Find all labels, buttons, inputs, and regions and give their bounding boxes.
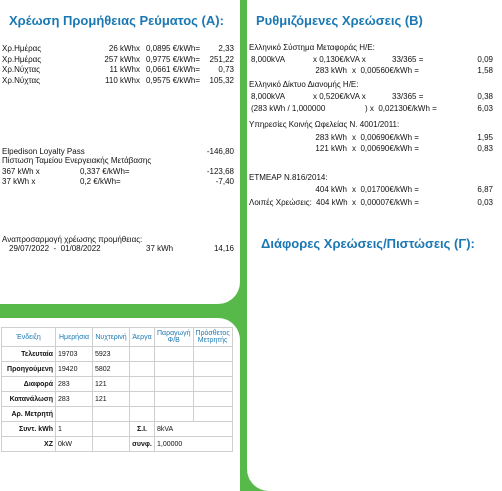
row-qty: 110 kWhx: [105, 76, 140, 85]
column-header: Πρόσθετος Μετρητής: [193, 328, 232, 347]
supply-charges-panel: [0, 0, 240, 304]
adjust-qty: 37 kWh: [146, 244, 174, 253]
fund-qty: 367 kWh x: [2, 167, 40, 176]
charge-qty: 283 kWh: [315, 133, 347, 142]
table-row: [2, 437, 233, 452]
table-row: [2, 422, 233, 437]
row-amount: 0,73: [218, 65, 234, 74]
night-reading: 121: [93, 377, 130, 392]
row-qty: 11 kWhx: [109, 65, 140, 74]
row-label: Χρ.Νύχτας: [2, 65, 40, 74]
charge-amount: 0,03: [477, 198, 493, 207]
row-label: ΧΖ: [2, 437, 56, 452]
charge-qty: 8,000kVA: [251, 92, 286, 101]
meter-readings-panel: [0, 318, 240, 491]
column-header: Νυχτερινή: [93, 328, 130, 347]
day-reading: 283: [56, 377, 93, 392]
fund-rate: 0,337 €/kWh=: [80, 167, 130, 176]
charge-qty: 404 kWh: [315, 185, 347, 194]
row-rate: 0,9575 €/kWh=: [146, 76, 201, 85]
night-reading: [93, 407, 130, 422]
column-header: Ημερήσια: [56, 328, 93, 347]
charge-rate: x 0,01700€/kWh =: [352, 185, 419, 194]
distribution-label: Ελληνικό Δίκτυο Διανομής Η/Ε:: [249, 80, 359, 89]
table-row: [2, 377, 233, 392]
contract-value: 1: [56, 422, 93, 437]
fund-label: Πίστωση Ταμείου Ενεργειακής Μετάβασης: [2, 156, 152, 165]
column-header: Ένδειξη: [2, 328, 56, 347]
charge-amount: 0,09: [477, 55, 493, 64]
charge-rate: x 0,520€/kVA x: [313, 92, 366, 101]
charge-days: 33/365 =: [392, 55, 424, 64]
day-reading: 19703: [56, 347, 93, 362]
power-factor-value: 1,00000: [155, 437, 233, 452]
power-label: Σ.Ι.: [130, 422, 155, 437]
other-label: Λοιπές Χρεώσεις:: [249, 198, 312, 207]
public-service-label: Υπηρεσίες Κοινής Ωφελείας Ν. 4001/2011:: [249, 120, 400, 129]
charge-amount: 6,03: [477, 104, 493, 113]
row-label: Χρ.Ημέρας: [2, 55, 42, 64]
etmear-label: ΕΤΜΕΑΡ Ν.816/2014:: [249, 173, 328, 182]
fund-amount: -123,68: [206, 167, 234, 176]
fund-rate: 0,2 €/kWh=: [80, 177, 121, 186]
row-label: Τελευταία: [2, 347, 56, 362]
row-label: Διαφορά: [2, 377, 56, 392]
table-header-row: [2, 328, 233, 347]
night-reading: 5923: [93, 347, 130, 362]
charge-qty: 121 kWh: [315, 144, 347, 153]
charge-qty: 404 kWh: [316, 198, 348, 207]
row-rate: 0,0661 €/kWh=: [146, 65, 201, 74]
section-c-title: Διάφορες Χρεώσεις/Πιστώσεις (Γ):: [261, 236, 475, 251]
row-label: Προηγούμενη: [2, 362, 56, 377]
row-rate: 0,9775 €/kWh=: [146, 55, 201, 64]
charge-amount: 0,83: [477, 144, 493, 153]
row-qty: 257 kWhx: [104, 55, 140, 64]
charge-rate: x 0,00690€/kWh =: [352, 133, 419, 142]
transmission-label: Ελληνικό Σύστημα Μεταφοράς Η/Ε:: [249, 43, 375, 52]
power-value: 8kVA: [155, 422, 233, 437]
night-reading: 121: [93, 392, 130, 407]
adjust-label: Αναπροσαρμογή χρέωσης προμήθειας:: [2, 235, 143, 244]
charge-amount: 1,95: [477, 133, 493, 142]
power-factor-label: συνφ.: [130, 437, 155, 452]
column-header: Άεργα: [130, 328, 155, 347]
charge-amount: 6,87: [477, 185, 493, 194]
day-reading: 283: [56, 392, 93, 407]
charge-days: 33/365 =: [392, 92, 424, 101]
adjust-period: 29/07/2022 - 01/08/2022: [9, 244, 101, 253]
section-b-title: Ρυθμιζόμενες Χρεώσεις (Β): [256, 13, 423, 28]
fund-qty: 37 kWh x: [2, 177, 36, 186]
night-reading: 5802: [93, 362, 130, 377]
charge-qty: (283 kWh / 1,000000: [251, 104, 326, 113]
section-a-title: Χρέωση Προμήθειας Ρεύματος (Α):: [9, 13, 224, 28]
table-row: [2, 347, 233, 362]
charge-rate: x 0,00007€/kWh =: [352, 198, 419, 207]
table-row: [2, 407, 233, 422]
day-reading: 19420: [56, 362, 93, 377]
meter-table: [1, 327, 233, 452]
loyalty-label: Elpedison Loyalty Pass: [2, 147, 85, 156]
row-label: Χρ.Νύχτας: [2, 76, 40, 85]
charge-rate: x 0,00690€/kWh =: [352, 144, 419, 153]
charge-amount: 1,58: [477, 66, 493, 75]
row-amount: 2,33: [218, 44, 234, 53]
row-label: Συντ. kWh: [2, 422, 56, 437]
regulated-charges-panel: [247, 0, 502, 491]
charge-qty: 283 kWh: [315, 66, 347, 75]
fund-amount: -7,40: [215, 177, 234, 186]
table-row: [2, 362, 233, 377]
loyalty-amount: -146,80: [206, 147, 234, 156]
row-label: Κατανάλωση: [2, 392, 56, 407]
row-amount: 105,32: [209, 76, 234, 85]
day-reading: [56, 407, 93, 422]
charge-amount: 0,38: [477, 92, 493, 101]
row-rate: 0,0895 €/kWh=: [146, 44, 201, 53]
charge-qty: 8,000kVA: [251, 55, 286, 64]
charge-rate: x 0,130€/kVA x: [313, 55, 366, 64]
charge-rate: ) x 0,02130€/kWh =: [365, 104, 437, 113]
table-row: [2, 392, 233, 407]
row-label: Χρ.Ημέρας: [2, 44, 42, 53]
row-amount: 251,22: [209, 55, 234, 64]
xz-value: 0kW: [56, 437, 93, 452]
row-qty: 26 kWhx: [108, 44, 140, 53]
row-label: Αρ. Μετρητή: [2, 407, 56, 422]
adjust-amount: 14,16: [213, 244, 234, 253]
charge-rate: x 0,00560€/kWh =: [352, 66, 419, 75]
column-header: Παραγωγή Φ/Β: [155, 328, 194, 347]
